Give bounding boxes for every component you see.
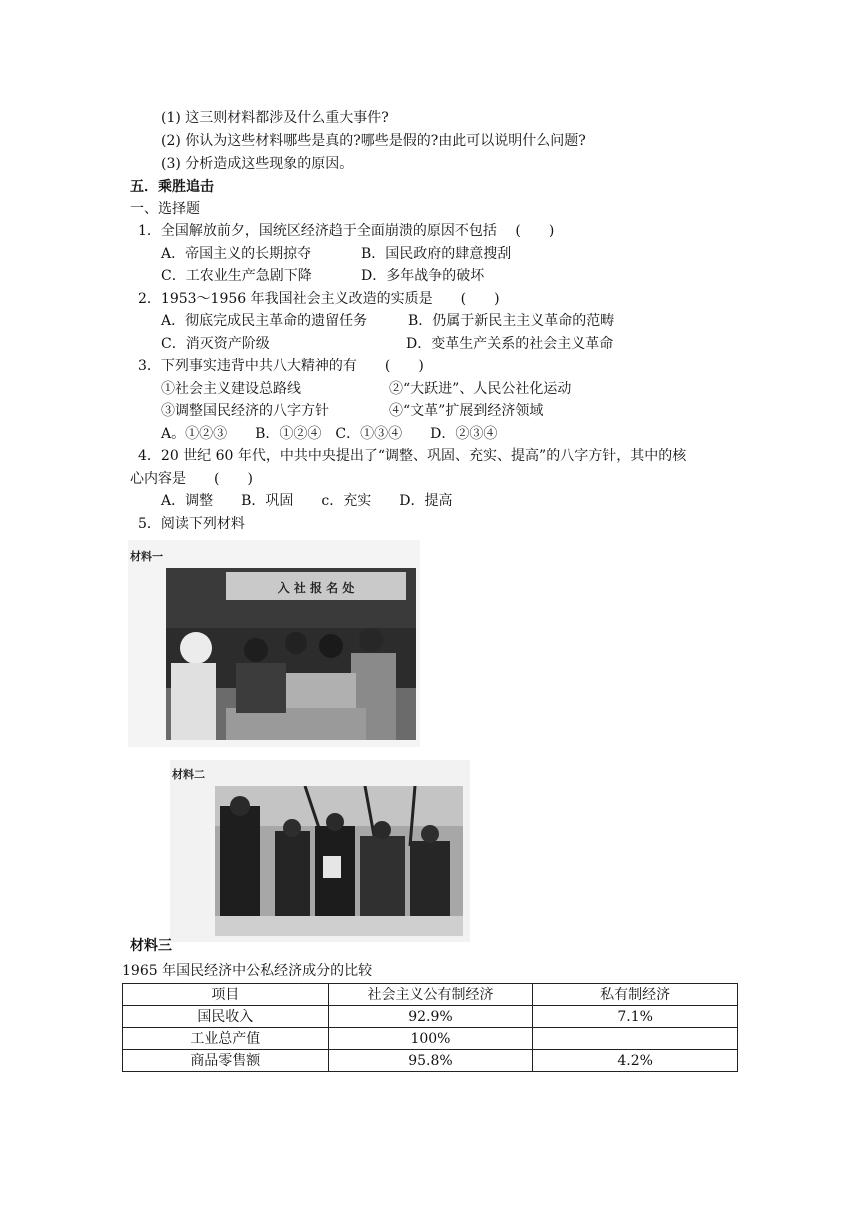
material-3-label: 材料三 — [130, 938, 172, 954]
table-header-cell: 社会主义公有制经济 — [328, 984, 533, 1006]
q4-stem-line-1: 4．20 世纪 60 年代，中共中央提出了“调整、巩固、充实、提高”的八字方针，其中的核 — [138, 448, 687, 464]
table-header-cell: 私有制经济 — [533, 984, 738, 1006]
material-1-photo — [128, 540, 420, 747]
registration-scene-icon — [166, 568, 416, 740]
q4-options: A．调整 B．巩固 c．充实 D．提高 — [161, 493, 453, 509]
parade-scene-icon — [215, 786, 463, 936]
prev-question-3: (3) 分析造成这些现象的原因。 — [161, 156, 354, 172]
table-cell: 100% — [328, 1028, 533, 1050]
q1-stem: 1．全国解放前夕，国统区经济趋于全面崩溃的原因不包括 ( ) — [138, 223, 555, 239]
material-3-table-title: 1965 年国民经济中公私经济成分的比较 — [122, 963, 373, 979]
q2-option-c: C．消灭资产阶级 — [161, 336, 270, 352]
q3-options: A。①②③ B．①②④ C．①③④ D．②③④ — [161, 426, 498, 442]
q1-option-b: B．国民政府的肆意搜刮 — [361, 246, 512, 262]
q4-stem-line-2: 心内容是 ( ) — [130, 471, 253, 487]
material-2-label: 材料二 — [172, 768, 205, 781]
q1-option-a: A．帝国主义的长期掠夺 — [161, 246, 312, 262]
section-title: 五．乘胜追击 — [130, 179, 214, 195]
subsection-title: 一、选择题 — [130, 201, 200, 217]
q2-option-d: D．变革生产关系的社会主义革命 — [406, 336, 614, 352]
prev-question-1: (1) 这三则材料都涉及什么重大事件? — [161, 110, 389, 126]
table-cell: 商品零售额 — [123, 1050, 329, 1072]
table-row — [123, 1006, 738, 1028]
q3-stem: 3．下列事实违背中共八大精神的有 ( ) — [138, 358, 424, 374]
q2-option-a: A．彻底完成民主革命的遗留任务 — [161, 313, 368, 329]
table-cell: 4.2% — [533, 1050, 738, 1072]
economy-comparison-table — [122, 983, 738, 1072]
q3-item-1: ①社会主义建设总路线 — [161, 381, 301, 397]
table-cell — [533, 1028, 738, 1050]
material-2-scene — [215, 786, 463, 936]
q3-item-2: ②“大跃进”、人民公社化运动 — [389, 381, 572, 397]
q3-item-4: ④“文革”扩展到经济领域 — [389, 403, 544, 419]
q1-option-d: D．多年战争的破坏 — [361, 268, 485, 284]
table-cell: 92.9% — [328, 1006, 533, 1028]
table-row — [123, 1050, 738, 1072]
material-1-scene — [166, 568, 416, 740]
material-2-photo — [170, 760, 470, 942]
table-cell: 7.1% — [533, 1006, 738, 1028]
table-cell: 95.8% — [328, 1050, 533, 1072]
q1-option-c: C．工农业生产急剧下降 — [161, 268, 312, 284]
table-row — [123, 1028, 738, 1050]
table-header-cell: 项目 — [123, 984, 329, 1006]
q2-option-b: B．仍属于新民主主义革命的范畴 — [408, 313, 615, 329]
q3-item-3: ③调整国民经济的八字方针 — [161, 403, 329, 419]
table-header-row — [123, 984, 738, 1006]
material-1-label: 材料一 — [130, 550, 163, 563]
table-cell: 国民收入 — [123, 1006, 329, 1028]
q5-stem: 5．阅读下列材料 — [138, 516, 245, 532]
sign-text: 入 社 报 名 处 — [277, 581, 355, 595]
q2-stem: 2．1953～1956 年我国社会主义改造的实质是 ( ) — [138, 291, 500, 307]
prev-question-2: (2) 你认为这些材料哪些是真的?哪些是假的?由此可以说明什么问题? — [161, 133, 586, 149]
table-cell: 工业总产值 — [123, 1028, 329, 1050]
